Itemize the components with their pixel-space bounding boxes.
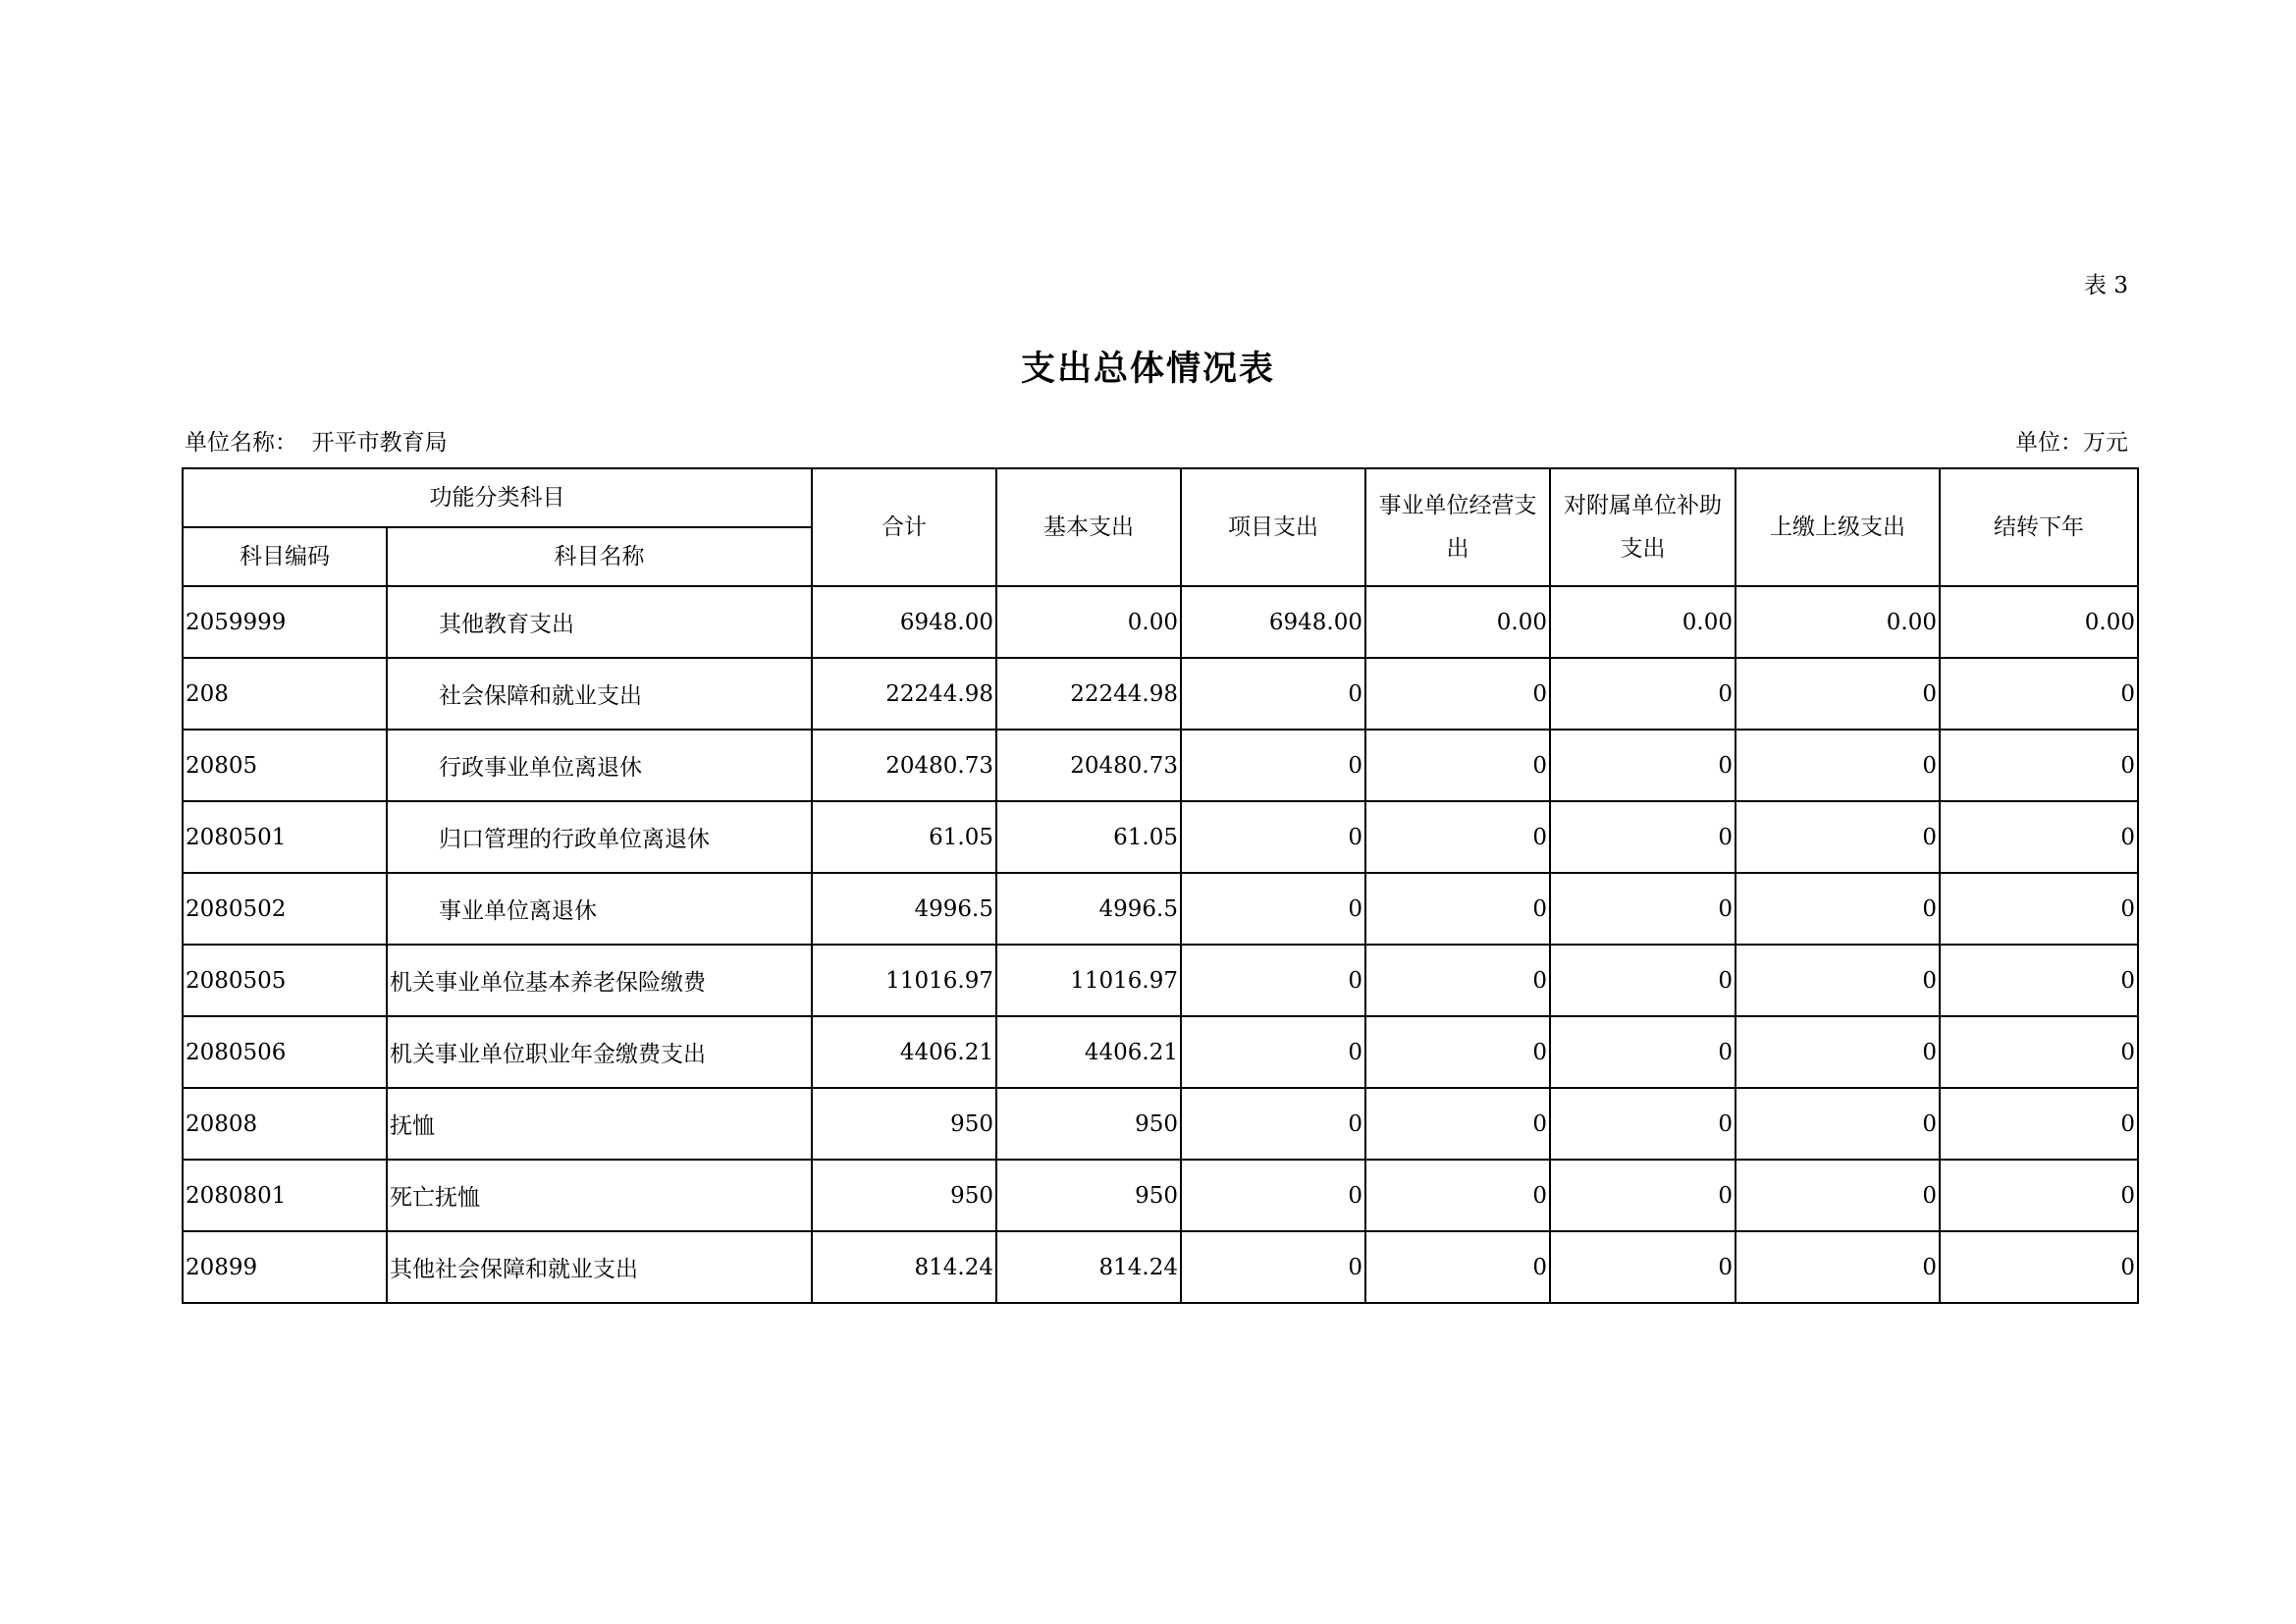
table-number-label: 表 3	[2084, 273, 2128, 298]
upper-payment-cell: 0	[1735, 1088, 1940, 1160]
total-cell: 20480.73	[812, 730, 996, 801]
subsidy-expense-cell: 0	[1550, 1088, 1735, 1160]
carryover-cell: 0	[1940, 1160, 2138, 1231]
upper-payment-cell: 0	[1735, 658, 1940, 730]
subsidy-expense-cell: 0	[1550, 1016, 1735, 1088]
carryover-cell: 0.00	[1940, 586, 2138, 658]
total-cell: 814.24	[812, 1231, 996, 1303]
project-expense-cell: 0	[1181, 945, 1365, 1016]
project-expense-cell: 6948.00	[1181, 586, 1365, 658]
unit-name-line	[185, 424, 448, 457]
table-row	[183, 873, 2138, 945]
subject-name-cell: 其他社会保障和就业支出	[387, 1231, 812, 1303]
header-function-category: 功能分类科目	[183, 468, 812, 527]
subject-name-cell: 机关事业单位基本养老保险缴费	[387, 945, 812, 1016]
project-expense-cell: 0	[1181, 873, 1365, 945]
total-cell: 4996.5	[812, 873, 996, 945]
header-operation-expense: 事业单位经营支出	[1365, 468, 1550, 586]
header-upper-payment: 上缴上级支出	[1735, 468, 1940, 586]
header-subject-name: 科目名称	[387, 527, 812, 586]
project-expense-cell: 0	[1181, 1231, 1365, 1303]
table-row	[183, 586, 2138, 658]
subject-code-cell: 20805	[183, 730, 387, 801]
upper-payment-cell: 0	[1735, 1160, 1940, 1231]
subject-code-cell: 208	[183, 658, 387, 730]
upper-payment-cell: 0	[1735, 801, 1940, 873]
operation-expense-cell: 0	[1365, 1231, 1550, 1303]
subsidy-expense-cell: 0	[1550, 730, 1735, 801]
carryover-cell: 0	[1940, 1231, 2138, 1303]
total-cell: 11016.97	[812, 945, 996, 1016]
subsidy-expense-cell: 0.00	[1550, 586, 1735, 658]
subsidy-expense-cell: 0	[1550, 1231, 1735, 1303]
header-total: 合计	[812, 468, 996, 586]
upper-payment-cell: 0	[1735, 873, 1940, 945]
subsidy-expense-cell: 0	[1550, 801, 1735, 873]
carryover-cell: 0	[1940, 1016, 2138, 1088]
project-expense-cell: 0	[1181, 801, 1365, 873]
operation-expense-cell: 0.00	[1365, 586, 1550, 658]
basic-expense-cell: 22244.98	[996, 658, 1181, 730]
carryover-cell: 0	[1940, 730, 2138, 801]
operation-expense-cell: 0	[1365, 1016, 1550, 1088]
operation-expense-cell: 0	[1365, 730, 1550, 801]
subject-code-cell: 20808	[183, 1088, 387, 1160]
subject-name-cell: 行政事业单位离退休	[387, 730, 812, 801]
project-expense-cell: 0	[1181, 730, 1365, 801]
total-cell: 4406.21	[812, 1016, 996, 1088]
basic-expense-cell: 4406.21	[996, 1016, 1181, 1088]
operation-expense-cell: 0	[1365, 945, 1550, 1016]
subject-name-cell: 死亡抚恤	[387, 1160, 812, 1231]
subject-code-cell: 2080505	[183, 945, 387, 1016]
table-row	[183, 658, 2138, 730]
currency-unit-label: 单位：万元	[2015, 430, 2128, 456]
carryover-cell: 0	[1940, 658, 2138, 730]
subject-code-cell: 2059999	[183, 586, 387, 658]
unit-name-value: 开平市教育局	[311, 430, 448, 456]
table-row	[183, 1231, 2138, 1303]
subject-code-cell: 2080801	[183, 1160, 387, 1231]
table-header-row	[183, 468, 2138, 527]
header-subject-code: 科目编码	[183, 527, 387, 586]
basic-expense-cell: 950	[996, 1088, 1181, 1160]
subject-name-cell: 其他教育支出	[387, 586, 812, 658]
table-row	[183, 1088, 2138, 1160]
basic-expense-cell: 950	[996, 1160, 1181, 1231]
unit-name-label: 单位名称：	[185, 430, 297, 456]
total-cell: 950	[812, 1088, 996, 1160]
table-row	[183, 945, 2138, 1016]
basic-expense-cell: 4996.5	[996, 873, 1181, 945]
project-expense-cell: 0	[1181, 1088, 1365, 1160]
carryover-cell: 0	[1940, 945, 2138, 1016]
subsidy-expense-cell: 0	[1550, 1160, 1735, 1231]
project-expense-cell: 0	[1181, 1160, 1365, 1231]
basic-expense-cell: 0.00	[996, 586, 1181, 658]
expense-summary-table	[182, 467, 2139, 1304]
subject-name-cell: 事业单位离退休	[387, 873, 812, 945]
basic-expense-cell: 61.05	[996, 801, 1181, 873]
table-row	[183, 1016, 2138, 1088]
table-row	[183, 801, 2138, 873]
subject-code-cell: 2080502	[183, 873, 387, 945]
header-subsidy-expense: 对附属单位补助支出	[1550, 468, 1735, 586]
upper-payment-cell: 0	[1735, 945, 1940, 1016]
table-row	[183, 1160, 2138, 1231]
header-project-expense: 项目支出	[1181, 468, 1365, 586]
subject-name-cell: 归口管理的行政单位离退休	[387, 801, 812, 873]
operation-expense-cell: 0	[1365, 658, 1550, 730]
carryover-cell: 0	[1940, 873, 2138, 945]
subject-name-cell: 社会保障和就业支出	[387, 658, 812, 730]
upper-payment-cell: 0	[1735, 1231, 1940, 1303]
page-title: 支出总体情况表	[1020, 350, 1275, 389]
subject-code-cell: 20899	[183, 1231, 387, 1303]
operation-expense-cell: 0	[1365, 801, 1550, 873]
header-carryover: 结转下年	[1940, 468, 2138, 586]
subject-code-cell: 2080506	[183, 1016, 387, 1088]
operation-expense-cell: 0	[1365, 1160, 1550, 1231]
upper-payment-cell: 0	[1735, 1016, 1940, 1088]
upper-payment-cell: 0	[1735, 730, 1940, 801]
total-cell: 6948.00	[812, 586, 996, 658]
total-cell: 22244.98	[812, 658, 996, 730]
basic-expense-cell: 11016.97	[996, 945, 1181, 1016]
carryover-cell: 0	[1940, 801, 2138, 873]
total-cell: 61.05	[812, 801, 996, 873]
project-expense-cell: 0	[1181, 658, 1365, 730]
subsidy-expense-cell: 0	[1550, 945, 1735, 1016]
subject-name-cell: 抚恤	[387, 1088, 812, 1160]
upper-payment-cell: 0.00	[1735, 586, 1940, 658]
basic-expense-cell: 20480.73	[996, 730, 1181, 801]
carryover-cell: 0	[1940, 1088, 2138, 1160]
project-expense-cell: 0	[1181, 1016, 1365, 1088]
subject-name-cell: 机关事业单位职业年金缴费支出	[387, 1016, 812, 1088]
table-row	[183, 730, 2138, 801]
header-basic-expense: 基本支出	[996, 468, 1181, 586]
total-cell: 950	[812, 1160, 996, 1231]
subsidy-expense-cell: 0	[1550, 873, 1735, 945]
operation-expense-cell: 0	[1365, 1088, 1550, 1160]
basic-expense-cell: 814.24	[996, 1231, 1181, 1303]
subsidy-expense-cell: 0	[1550, 658, 1735, 730]
subject-code-cell: 2080501	[183, 801, 387, 873]
operation-expense-cell: 0	[1365, 873, 1550, 945]
